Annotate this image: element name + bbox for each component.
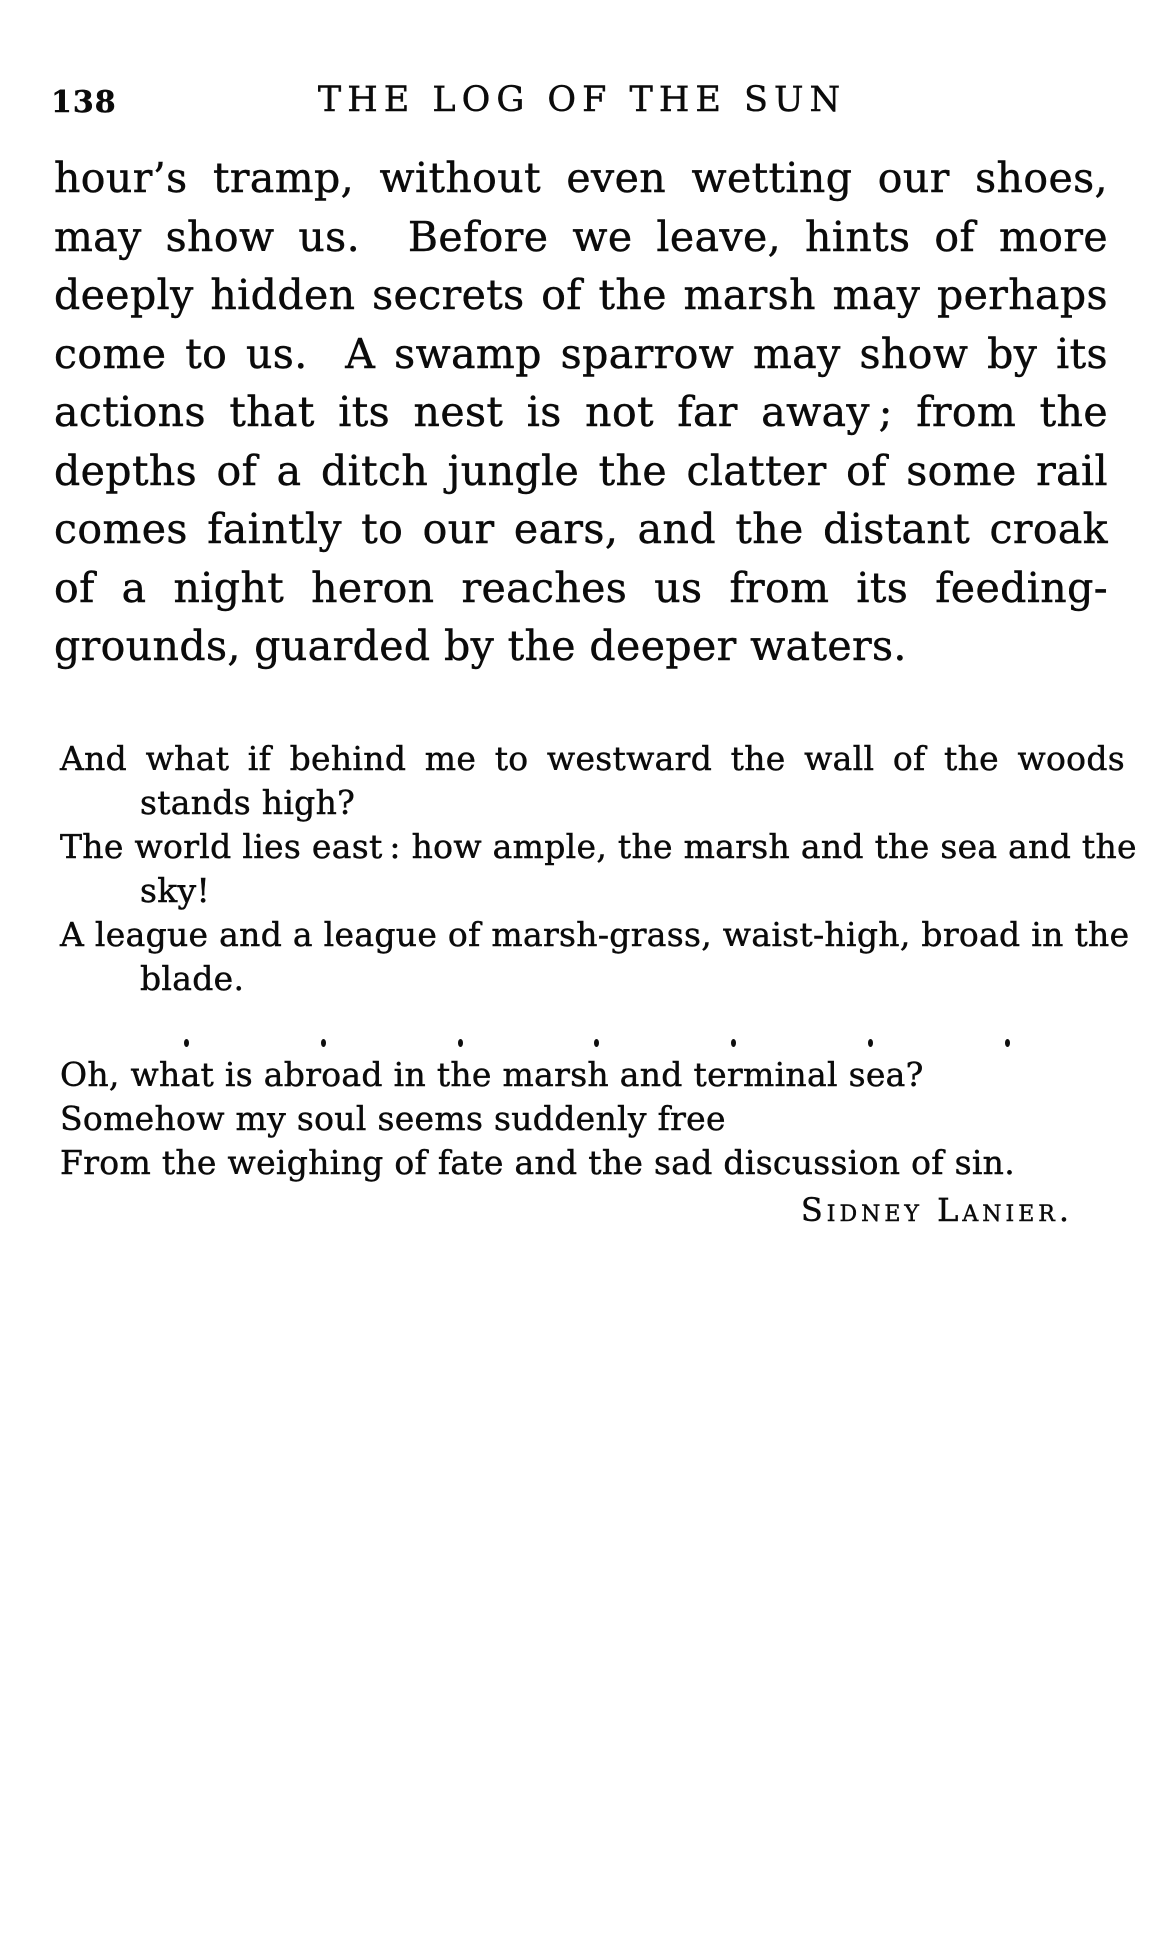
prose-line: may show us. Before we leave, hints of more — [54, 212, 1108, 261]
poem-attribution: Sidney Lanier. — [800, 1191, 1073, 1229]
prose-line: grounds, guarded by the deeper waters. — [54, 622, 907, 670]
prose-line: hour’s tramp, without even wetting our shoes, — [54, 154, 1108, 202]
poem-line: Somehow my soul seems suddenly free — [60, 1099, 726, 1138]
poem-stanza — [60, 1052, 1125, 1184]
poem-line: And what if behind me to westward the wall of the woods — [60, 739, 1125, 778]
prose-line: deeply hidden secrets of the marsh may perhaps — [54, 271, 1108, 319]
prose-line: of a night heron reaches us from its feeding- — [54, 563, 1108, 612]
prose-line: comes faintly to our ears, and the distant croak — [54, 505, 1108, 553]
separator-dot — [184, 1039, 189, 1047]
poem-line: stands high? — [140, 783, 356, 822]
separator-dot — [1005, 1039, 1010, 1047]
poem-line: Oh, what is abroad in the marsh and terminal sea? — [60, 1055, 924, 1094]
prose-line: depths of a ditch jungle the clatter of some rail — [54, 446, 1108, 495]
poem-line: blade. — [140, 959, 245, 998]
page-number: 138 — [51, 85, 117, 120]
poem-line: sky! — [140, 871, 211, 910]
separator-dot — [731, 1039, 736, 1047]
poem-line: From the weighing of fate and the sad discussion of sin. — [60, 1143, 1016, 1182]
separator-dot — [458, 1039, 463, 1047]
page-header-title: THE LOG OF THE SUN — [317, 80, 847, 120]
poem-line: The world lies east : how ample, the marsh and the sea and the — [60, 827, 1137, 866]
prose-paragraph — [54, 149, 1108, 676]
poem-separator — [184, 1038, 1010, 1048]
separator-dot — [868, 1039, 873, 1047]
separator-dot — [594, 1039, 599, 1047]
prose-line: come to us. A swamp sparrow may show by its — [54, 329, 1108, 378]
poem-stanza — [60, 737, 1137, 1001]
poem-line: A league and a league of marsh-grass, waist-high, broad in the — [60, 915, 1130, 954]
prose-line: actions that its nest is not far away ; from the — [54, 388, 1108, 436]
separator-dot — [321, 1039, 326, 1047]
